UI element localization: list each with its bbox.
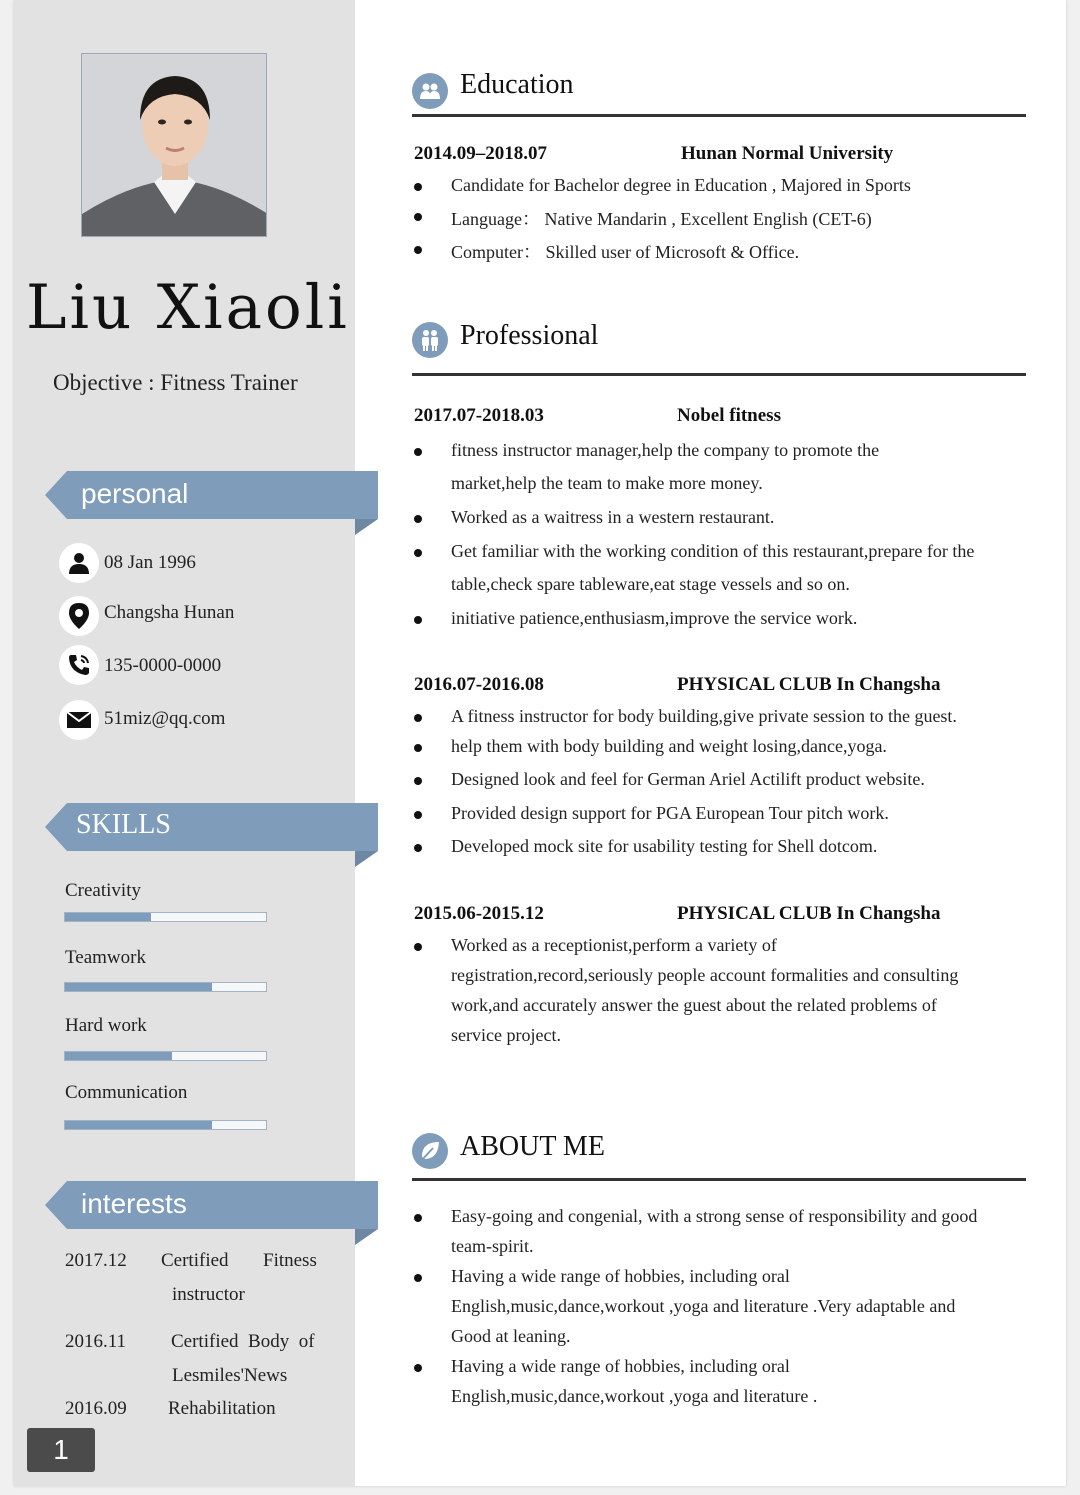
personal-heading: personal: [81, 478, 189, 509]
email: 51miz@qq.com: [104, 708, 226, 729]
job-line: table,check spare tableware,eat stage vessels and so on.: [451, 574, 850, 594]
section-title-professional: Professional: [460, 320, 599, 351]
job-line: market,help the team to make more money.: [451, 473, 763, 493]
entry-org: PHYSICAL CLUB In Changsha: [677, 674, 941, 695]
about-line: Having a wide range of hobbies, including oral: [451, 1356, 790, 1376]
bullet: [414, 744, 422, 752]
location-pin-icon: [59, 596, 99, 636]
entry-date: 2016.07-2016.08: [414, 674, 544, 695]
bullet: [414, 1214, 422, 1222]
bullet: [414, 777, 422, 785]
interest-date: 2017.12: [65, 1250, 127, 1271]
entry-date: 2015.06-2015.12: [414, 903, 544, 924]
user-icon: [59, 543, 99, 583]
interest-date: 2016.11: [65, 1331, 127, 1352]
page-number-badge: 1: [27, 1428, 95, 1472]
candidate-name: Liu Xiaoli: [26, 272, 350, 343]
phone: 135-0000-0000: [104, 655, 222, 676]
about-line: Having a wide range of hobbies, including oral: [451, 1266, 790, 1286]
graduation-icon: [412, 73, 448, 109]
section-divider: [412, 114, 1026, 117]
entry-org: Hunan Normal University: [681, 143, 894, 164]
ribbon-fold: [355, 519, 378, 535]
education-line: Language： Native Mandarin , Excellent English (CET-6): [451, 209, 872, 229]
job-line: Designed look and feel for German Ariel Actilift product website.: [451, 769, 925, 789]
bullet: [414, 213, 422, 221]
about-line: English,music,dance,workout ,yoga and literature .Very adaptable and: [451, 1296, 956, 1316]
bullet: [414, 549, 422, 557]
about-line: English,music,dance,workout ,yoga and literature .: [451, 1386, 818, 1406]
birthday: 08 Jan 1996: [104, 552, 196, 573]
ribbon-fold: [355, 851, 378, 867]
skill-bar: [64, 1051, 267, 1061]
interest-text: Fitness: [263, 1250, 317, 1271]
about-line: team-spirit.: [451, 1236, 534, 1256]
job-line: A fitness instructor for body building,give private session to the guest.: [451, 706, 957, 726]
interest-date: 2016.09: [65, 1398, 127, 1419]
skills-heading: SKILLS: [76, 809, 171, 840]
interest-text: Rehabilitation: [168, 1398, 276, 1419]
entry-date: 2017.07-2018.03: [414, 405, 544, 426]
skill-bar: [64, 982, 267, 992]
people-icon: [412, 322, 448, 358]
skill-bar: [64, 912, 267, 922]
job-line: initiative patience,enthusiasm,improve the service work.: [451, 608, 858, 628]
section-divider: [412, 1178, 1026, 1181]
section-divider: [412, 373, 1026, 376]
bullet: [414, 448, 422, 456]
interest-text: Lesmiles'News: [172, 1365, 288, 1386]
job-line: help them with body building and weight losing,dance,yoga.: [451, 736, 887, 756]
phone-icon: [59, 645, 99, 685]
skill-bar: [64, 1120, 267, 1130]
interest-text: instructor: [172, 1284, 245, 1305]
job-line: service project.: [451, 1025, 561, 1045]
job-line: Developed mock site for usability testing for Shell dotcom.: [451, 836, 878, 856]
bullet: [414, 515, 422, 523]
education-line: Candidate for Bachelor degree in Education , Majored in Sports: [451, 175, 911, 195]
entry-date: 2014.09–2018.07: [414, 143, 547, 164]
bullet: [414, 183, 422, 191]
entry-org: PHYSICAL CLUB In Changsha: [677, 903, 941, 924]
job-line: Worked as a receptionist,perform a variety of: [451, 935, 777, 955]
job-line: fitness instructor manager,help the company to promote the: [451, 440, 880, 460]
leaf-icon: [412, 1133, 448, 1169]
bullet: [414, 844, 422, 852]
bullet: [414, 616, 422, 624]
email-icon: [59, 700, 99, 740]
interest-text: Certified: [161, 1250, 229, 1271]
about-line: Good at leaning.: [451, 1326, 571, 1346]
skill-level-fill: [65, 1052, 172, 1060]
job-line: registration,record,seriously people account formalities and consulting: [451, 965, 959, 985]
skill-level-fill: [65, 1121, 212, 1129]
section-title-about: ABOUT ME: [460, 1131, 605, 1162]
skill-level-fill: [65, 913, 151, 921]
skill-label: Communication: [65, 1082, 188, 1103]
job-line: Get familiar with the working condition of this restaurant,prepare for the: [451, 541, 975, 561]
job-line: Provided design support for PGA European Tour pitch work.: [451, 803, 889, 823]
skill-level-fill: [65, 983, 212, 991]
education-line: Computer： Skilled user of Microsoft & Office.: [451, 242, 800, 262]
bullet: [414, 246, 422, 254]
job-line: work,and accurately answer the guest about the related problems of: [451, 995, 937, 1015]
about-line: Easy-going and congenial, with a strong sense of responsibility and good: [451, 1206, 978, 1226]
bullet: [414, 1364, 422, 1372]
bullet: [414, 1274, 422, 1282]
bullet: [414, 943, 422, 951]
interests-heading: interests: [81, 1188, 187, 1219]
location: Changsha Hunan: [104, 602, 235, 623]
bullet: [414, 811, 422, 819]
job-line: Worked as a waitress in a western restaurant.: [451, 507, 775, 527]
entry-org: Nobel fitness: [677, 405, 781, 426]
interest-text: Certified Body of: [171, 1331, 315, 1352]
bullet: [414, 714, 422, 722]
skill-label: Creativity: [65, 880, 141, 901]
section-title-education: Education: [460, 69, 574, 100]
skill-label: Teamwork: [65, 947, 146, 968]
profile-photo: [81, 53, 267, 237]
objective: Objective : Fitness Trainer: [53, 370, 298, 395]
skill-label: Hard work: [65, 1015, 147, 1036]
ribbon-fold: [355, 1229, 378, 1245]
